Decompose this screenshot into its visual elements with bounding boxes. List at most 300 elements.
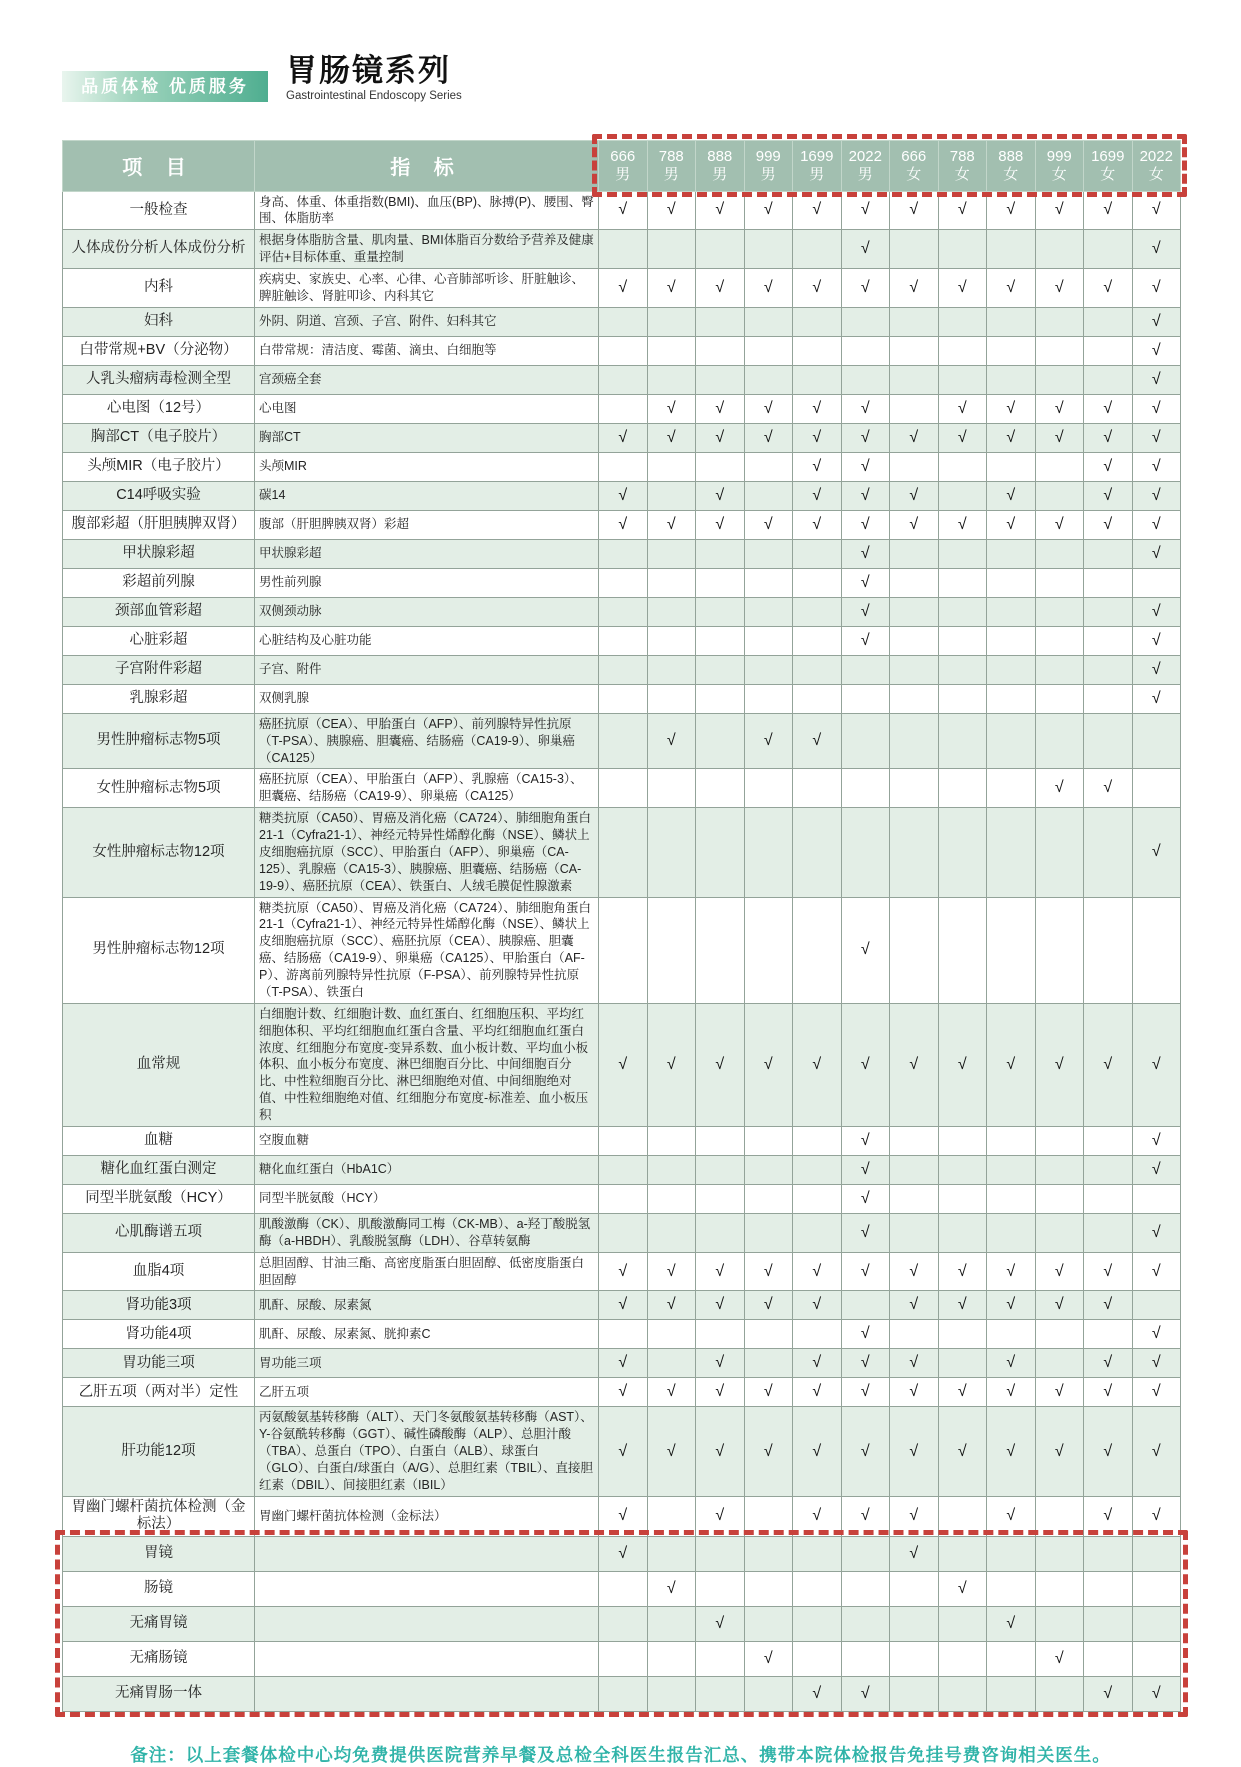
table-row bbox=[63, 394, 1181, 423]
check-cell-checked bbox=[793, 1252, 842, 1291]
check-cell-empty bbox=[696, 1641, 745, 1676]
check-cell-empty bbox=[599, 626, 648, 655]
check-icon: √ bbox=[666, 278, 676, 296]
check-cell-checked bbox=[890, 1378, 939, 1407]
check-cell-checked bbox=[1084, 191, 1133, 230]
check-cell-empty bbox=[647, 684, 696, 713]
check-icon: √ bbox=[1151, 1383, 1161, 1401]
check-cell-empty bbox=[1084, 713, 1133, 769]
check-cell-checked bbox=[599, 1536, 648, 1571]
check-cell-empty bbox=[890, 655, 939, 684]
check-cell-empty bbox=[696, 713, 745, 769]
check-cell-empty bbox=[841, 1291, 890, 1320]
check-icon: √ bbox=[1054, 201, 1064, 219]
item-cell: 胃幽门螺杆菌抗体检测（金标法） bbox=[63, 1496, 255, 1536]
check-cell-empty bbox=[1035, 1676, 1084, 1711]
item-cell: 血糖 bbox=[63, 1126, 255, 1155]
check-icon: √ bbox=[1151, 486, 1161, 504]
indicator-cell: 糖类抗原（CA50）、胃癌及消化癌（CA724）、肺细胞角蛋白21-1（Cyfra21-1）、神经元特异性烯醇化酶（NSE）、鳞状上皮细胞癌抗原（SCC）、癌胚抗原（CEA）、胰腺癌、胆囊癌、结肠癌（CA19-9）、卵巢癌（CA125）、甲胎蛋白（AF-P）、游离前列腺特异性抗原（F-PSA）、前列腺特异性抗原（T-PSA）、铁蛋白 bbox=[255, 897, 599, 1003]
check-icon: √ bbox=[860, 1442, 870, 1460]
table-row bbox=[63, 713, 1181, 769]
check-icon: √ bbox=[909, 1507, 919, 1525]
check-cell-checked bbox=[841, 1378, 890, 1407]
check-cell-empty bbox=[938, 1606, 987, 1641]
check-cell-checked bbox=[987, 481, 1036, 510]
check-cell-empty bbox=[841, 713, 890, 769]
check-cell-checked bbox=[696, 1349, 745, 1378]
check-icon: √ bbox=[1151, 312, 1161, 330]
check-cell-checked bbox=[1132, 1676, 1181, 1711]
check-cell-empty bbox=[1035, 808, 1084, 897]
check-cell-checked bbox=[1084, 1407, 1133, 1496]
check-icon: √ bbox=[909, 1442, 919, 1460]
check-cell-checked bbox=[647, 191, 696, 230]
check-cell-empty bbox=[890, 1126, 939, 1155]
col-header-package-1699-男 bbox=[793, 140, 842, 191]
check-cell-empty bbox=[599, 336, 648, 365]
package-gender: 男 bbox=[760, 165, 776, 183]
item-cell: 白带常规+BV（分泌物） bbox=[63, 336, 255, 365]
check-cell-empty bbox=[841, 808, 890, 897]
check-cell-empty bbox=[1084, 1320, 1133, 1349]
check-cell-empty bbox=[890, 230, 939, 269]
check-icon: √ bbox=[1151, 631, 1161, 649]
check-cell-checked bbox=[841, 452, 890, 481]
check-cell-empty bbox=[1035, 481, 1084, 510]
check-cell-empty bbox=[890, 1320, 939, 1349]
check-cell-empty bbox=[987, 1536, 1036, 1571]
check-cell-checked bbox=[1132, 626, 1181, 655]
indicator-cell: 腹部（肝胆脾胰双肾）彩超 bbox=[255, 510, 599, 539]
table-row bbox=[63, 1252, 1181, 1291]
check-cell-empty bbox=[938, 1184, 987, 1213]
check-cell-empty bbox=[1035, 1213, 1084, 1252]
check-icon: √ bbox=[1103, 1383, 1113, 1401]
indicator-cell: 子宫、附件 bbox=[255, 655, 599, 684]
check-cell-empty bbox=[744, 1184, 793, 1213]
check-cell-checked bbox=[793, 269, 842, 308]
check-icon: √ bbox=[860, 544, 870, 562]
check-cell-empty bbox=[599, 655, 648, 684]
check-icon: √ bbox=[1151, 1160, 1161, 1178]
check-icon: √ bbox=[763, 732, 773, 750]
check-cell-empty bbox=[793, 684, 842, 713]
check-cell-empty bbox=[1132, 713, 1181, 769]
indicator-cell: 肌酐、尿酸、尿素氮、胱抑素C bbox=[255, 1320, 599, 1349]
check-icon: √ bbox=[860, 1189, 870, 1207]
check-cell-checked bbox=[744, 1252, 793, 1291]
indicator-cell: 疾病史、家族史、心率、心律、心音肺部听诊、肝脏触诊、脾脏触诊、肾脏叩诊、内科其它 bbox=[255, 269, 599, 308]
check-icon: √ bbox=[1151, 201, 1161, 219]
check-cell-empty bbox=[744, 539, 793, 568]
check-cell-checked bbox=[841, 191, 890, 230]
check-cell-checked bbox=[647, 1378, 696, 1407]
check-cell-checked bbox=[793, 452, 842, 481]
check-cell-empty bbox=[793, 1184, 842, 1213]
check-icon: √ bbox=[1103, 1507, 1113, 1525]
check-icon: √ bbox=[957, 1296, 967, 1314]
check-cell-empty bbox=[1035, 597, 1084, 626]
indicator-cell: 身高、体重、体重指数(BMI)、血压(BP)、脉搏(P)、腰围、臀围、体脂肪率 bbox=[255, 191, 599, 230]
check-cell-empty bbox=[987, 684, 1036, 713]
check-cell-checked bbox=[841, 1676, 890, 1711]
check-cell-checked bbox=[890, 1252, 939, 1291]
check-cell-empty bbox=[744, 1571, 793, 1606]
check-icon: √ bbox=[812, 1507, 822, 1525]
check-cell-empty bbox=[696, 452, 745, 481]
check-cell-checked bbox=[793, 510, 842, 539]
check-icon: √ bbox=[860, 1684, 870, 1702]
check-cell-empty bbox=[1035, 452, 1084, 481]
package-gender: 女 bbox=[1051, 165, 1067, 183]
item-cell: 内科 bbox=[63, 269, 255, 308]
check-icon: √ bbox=[763, 515, 773, 533]
check-cell-checked bbox=[1084, 1378, 1133, 1407]
check-icon: √ bbox=[666, 515, 676, 533]
check-cell-empty bbox=[890, 1213, 939, 1252]
check-cell-checked bbox=[599, 1496, 648, 1536]
check-cell-empty bbox=[890, 769, 939, 808]
check-cell-empty bbox=[647, 1676, 696, 1711]
check-icon: √ bbox=[666, 1296, 676, 1314]
check-cell-empty bbox=[841, 365, 890, 394]
check-cell-empty bbox=[696, 897, 745, 1003]
check-icon: √ bbox=[812, 1296, 822, 1314]
check-cell-checked bbox=[599, 191, 648, 230]
check-cell-empty bbox=[744, 655, 793, 684]
check-icon: √ bbox=[860, 1055, 870, 1073]
col-header-package-666-女 bbox=[890, 140, 939, 191]
item-cell: 彩超前列腺 bbox=[63, 568, 255, 597]
check-cell-empty bbox=[938, 539, 987, 568]
check-cell-empty bbox=[696, 655, 745, 684]
table-row bbox=[63, 568, 1181, 597]
indicator-cell: 宫颈癌全套 bbox=[255, 365, 599, 394]
check-cell-checked bbox=[599, 1291, 648, 1320]
check-icon: √ bbox=[1006, 515, 1016, 533]
check-cell-checked bbox=[793, 1378, 842, 1407]
check-cell-empty bbox=[599, 713, 648, 769]
item-cell: 血脂4项 bbox=[63, 1252, 255, 1291]
check-cell-checked bbox=[841, 597, 890, 626]
check-cell-checked bbox=[599, 481, 648, 510]
check-cell-empty bbox=[744, 626, 793, 655]
check-cell-checked bbox=[1132, 1407, 1181, 1496]
check-cell-empty bbox=[987, 365, 1036, 394]
check-cell-empty bbox=[793, 626, 842, 655]
table-row bbox=[63, 336, 1181, 365]
item-cell: 肠镜 bbox=[63, 1571, 255, 1606]
check-icon: √ bbox=[1103, 779, 1113, 797]
package-price: 2022 bbox=[1139, 148, 1173, 166]
check-cell-checked bbox=[647, 423, 696, 452]
check-icon: √ bbox=[909, 486, 919, 504]
check-cell-empty bbox=[647, 230, 696, 269]
check-cell-checked bbox=[987, 191, 1036, 230]
check-icon: √ bbox=[715, 201, 725, 219]
check-cell-checked bbox=[890, 191, 939, 230]
check-cell-checked bbox=[1132, 191, 1181, 230]
check-cell-checked bbox=[890, 1536, 939, 1571]
check-cell-empty bbox=[938, 336, 987, 365]
check-icon: √ bbox=[1006, 399, 1016, 417]
indicator-cell bbox=[255, 1606, 599, 1641]
check-icon: √ bbox=[1103, 1442, 1113, 1460]
check-cell-checked bbox=[1084, 1252, 1133, 1291]
indicator-cell: 外阴、阴道、宫颈、子宫、附件、妇科其它 bbox=[255, 307, 599, 336]
col-header-package-888-女 bbox=[987, 140, 1036, 191]
check-cell-empty bbox=[987, 1155, 1036, 1184]
indicator-cell: 总胆固醇、甘油三酯、高密度脂蛋白胆固醇、低密度脂蛋白胆固醇 bbox=[255, 1252, 599, 1291]
check-cell-empty bbox=[1084, 230, 1133, 269]
check-icon: √ bbox=[860, 1262, 870, 1280]
check-cell-checked bbox=[696, 191, 745, 230]
package-price: 1699 bbox=[800, 148, 834, 166]
check-cell-empty bbox=[1132, 1184, 1181, 1213]
check-cell-checked bbox=[696, 423, 745, 452]
check-icon: √ bbox=[618, 1296, 628, 1314]
check-cell-empty bbox=[696, 808, 745, 897]
check-icon: √ bbox=[1006, 428, 1016, 446]
check-cell-empty bbox=[987, 336, 1036, 365]
check-cell-empty bbox=[1035, 1320, 1084, 1349]
package-gender: 女 bbox=[1003, 165, 1019, 183]
check-icon: √ bbox=[715, 428, 725, 446]
check-icon: √ bbox=[1006, 201, 1016, 219]
item-cell: 一般检查 bbox=[63, 191, 255, 230]
check-icon: √ bbox=[860, 941, 870, 959]
check-icon: √ bbox=[1151, 1223, 1161, 1241]
table-row bbox=[63, 191, 1181, 230]
check-icon: √ bbox=[860, 1354, 870, 1372]
check-cell-empty bbox=[744, 769, 793, 808]
check-cell-empty bbox=[599, 897, 648, 1003]
check-cell-empty bbox=[890, 713, 939, 769]
check-cell-empty bbox=[1084, 568, 1133, 597]
check-cell-empty bbox=[599, 568, 648, 597]
package-price: 2022 bbox=[848, 148, 882, 166]
check-cell-empty bbox=[599, 1184, 648, 1213]
check-cell-empty bbox=[938, 1126, 987, 1155]
check-cell-checked bbox=[793, 1407, 842, 1496]
package-gender: 男 bbox=[809, 165, 825, 183]
check-cell-empty bbox=[987, 568, 1036, 597]
item-cell: 同型半胱氨酸（HCY） bbox=[63, 1184, 255, 1213]
check-cell-empty bbox=[647, 1349, 696, 1378]
package-price: 666 bbox=[901, 148, 927, 166]
check-cell-empty bbox=[599, 1155, 648, 1184]
package-comparison-table bbox=[62, 140, 1181, 1712]
check-icon: √ bbox=[763, 1262, 773, 1280]
check-cell-empty bbox=[987, 1126, 1036, 1155]
check-icon: √ bbox=[1006, 486, 1016, 504]
check-icon: √ bbox=[860, 573, 870, 591]
page-title: 胃肠镜系列 bbox=[286, 53, 451, 88]
check-cell-checked bbox=[1084, 269, 1133, 308]
check-icon: √ bbox=[860, 631, 870, 649]
check-cell-empty bbox=[599, 394, 648, 423]
check-cell-empty bbox=[1132, 1641, 1181, 1676]
check-cell-empty bbox=[647, 1213, 696, 1252]
check-cell-empty bbox=[1035, 230, 1084, 269]
check-cell-checked bbox=[696, 1003, 745, 1126]
check-cell-checked bbox=[1035, 1252, 1084, 1291]
check-cell-empty bbox=[744, 365, 793, 394]
check-icon: √ bbox=[715, 1442, 725, 1460]
table-row bbox=[63, 626, 1181, 655]
check-cell-empty bbox=[1035, 1184, 1084, 1213]
check-icon: √ bbox=[860, 457, 870, 475]
check-cell-checked bbox=[1035, 510, 1084, 539]
check-icon: √ bbox=[1054, 779, 1064, 797]
table-row bbox=[63, 1003, 1181, 1126]
check-cell-empty bbox=[938, 307, 987, 336]
check-cell-checked bbox=[647, 269, 696, 308]
check-cell-checked bbox=[1084, 394, 1133, 423]
check-cell-empty bbox=[744, 452, 793, 481]
check-cell-checked bbox=[938, 394, 987, 423]
package-price: 788 bbox=[658, 148, 684, 166]
package-price: 888 bbox=[707, 148, 733, 166]
check-cell-checked bbox=[1132, 269, 1181, 308]
check-cell-checked bbox=[987, 269, 1036, 308]
check-icon: √ bbox=[763, 428, 773, 446]
check-cell-checked bbox=[1132, 1155, 1181, 1184]
indicator-cell: 白带常规：清洁度、霉菌、滴虫、白细胞等 bbox=[255, 336, 599, 365]
check-icon: √ bbox=[1006, 1383, 1016, 1401]
check-cell-checked bbox=[744, 510, 793, 539]
package-price: 788 bbox=[949, 148, 975, 166]
check-icon: √ bbox=[1151, 1507, 1161, 1525]
check-cell-empty bbox=[647, 808, 696, 897]
check-cell-empty bbox=[1035, 1536, 1084, 1571]
check-cell-checked bbox=[696, 269, 745, 308]
check-cell-empty bbox=[890, 568, 939, 597]
check-cell-checked bbox=[599, 1407, 648, 1496]
check-cell-empty bbox=[793, 1126, 842, 1155]
check-cell-empty bbox=[841, 1571, 890, 1606]
check-icon: √ bbox=[618, 1442, 628, 1460]
check-icon: √ bbox=[763, 1442, 773, 1460]
check-cell-empty bbox=[647, 1496, 696, 1536]
check-cell-checked bbox=[744, 191, 793, 230]
check-cell-empty bbox=[1084, 307, 1133, 336]
check-cell-empty bbox=[1035, 1349, 1084, 1378]
check-icon: √ bbox=[812, 201, 822, 219]
check-cell-empty bbox=[1035, 1571, 1084, 1606]
table-row bbox=[63, 365, 1181, 394]
check-cell-checked bbox=[1132, 336, 1181, 365]
check-cell-checked bbox=[987, 1496, 1036, 1536]
check-cell-empty bbox=[890, 808, 939, 897]
item-cell: 血常规 bbox=[63, 1003, 255, 1126]
check-cell-empty bbox=[890, 1184, 939, 1213]
check-cell-empty bbox=[1132, 769, 1181, 808]
check-cell-checked bbox=[793, 1349, 842, 1378]
check-icon: √ bbox=[715, 1296, 725, 1314]
check-icon: √ bbox=[909, 1055, 919, 1073]
check-cell-empty bbox=[938, 1349, 987, 1378]
check-icon: √ bbox=[860, 1131, 870, 1149]
check-icon: √ bbox=[1151, 602, 1161, 620]
check-cell-empty bbox=[1084, 808, 1133, 897]
package-price: 888 bbox=[998, 148, 1024, 166]
table-row bbox=[63, 1213, 1181, 1252]
check-icon: √ bbox=[909, 201, 919, 219]
check-cell-checked bbox=[1132, 394, 1181, 423]
check-cell-empty bbox=[599, 452, 648, 481]
item-cell: 心电图（12号） bbox=[63, 394, 255, 423]
check-cell-empty bbox=[890, 307, 939, 336]
table-row bbox=[63, 1320, 1181, 1349]
check-cell-empty bbox=[696, 1571, 745, 1606]
check-cell-empty bbox=[938, 1676, 987, 1711]
check-cell-checked bbox=[599, 423, 648, 452]
col-header-indicator: 指 标 bbox=[255, 140, 599, 191]
item-cell: 男性肿瘤标志物5项 bbox=[63, 713, 255, 769]
check-icon: √ bbox=[1103, 1262, 1113, 1280]
check-icon: √ bbox=[763, 1296, 773, 1314]
check-cell-empty bbox=[938, 713, 987, 769]
check-cell-checked bbox=[987, 1349, 1036, 1378]
check-cell-checked bbox=[938, 1252, 987, 1291]
check-icon: √ bbox=[957, 278, 967, 296]
indicator-cell: 乙肝五项 bbox=[255, 1378, 599, 1407]
check-cell-checked bbox=[599, 1349, 648, 1378]
check-cell-checked bbox=[987, 510, 1036, 539]
item-cell: 颈部血管彩超 bbox=[63, 597, 255, 626]
check-cell-checked bbox=[890, 269, 939, 308]
check-cell-empty bbox=[987, 307, 1036, 336]
check-cell-checked bbox=[1132, 1252, 1181, 1291]
check-cell-checked bbox=[1132, 452, 1181, 481]
check-cell-empty bbox=[1132, 897, 1181, 1003]
indicator-cell: 心电图 bbox=[255, 394, 599, 423]
check-icon: √ bbox=[812, 1354, 822, 1372]
check-cell-checked bbox=[841, 626, 890, 655]
check-cell-empty bbox=[890, 452, 939, 481]
table-row bbox=[63, 1606, 1181, 1641]
check-cell-checked bbox=[744, 1641, 793, 1676]
check-cell-empty bbox=[841, 1536, 890, 1571]
check-cell-empty bbox=[938, 568, 987, 597]
check-cell-checked bbox=[841, 1213, 890, 1252]
check-cell-empty bbox=[599, 1213, 648, 1252]
check-icon: √ bbox=[715, 278, 725, 296]
check-icon: √ bbox=[957, 1579, 967, 1597]
check-cell-checked bbox=[987, 1291, 1036, 1320]
check-cell-checked bbox=[744, 394, 793, 423]
check-icon: √ bbox=[812, 486, 822, 504]
check-cell-checked bbox=[1132, 230, 1181, 269]
check-cell-empty bbox=[744, 1496, 793, 1536]
check-icon: √ bbox=[1151, 1442, 1161, 1460]
item-cell: 人体成份分析人体成份分析 bbox=[63, 230, 255, 269]
check-icon: √ bbox=[812, 399, 822, 417]
check-cell-checked bbox=[841, 1252, 890, 1291]
check-cell-empty bbox=[744, 1155, 793, 1184]
check-cell-empty bbox=[696, 539, 745, 568]
check-icon: √ bbox=[1054, 399, 1064, 417]
check-icon: √ bbox=[1151, 689, 1161, 707]
check-cell-checked bbox=[841, 423, 890, 452]
check-cell-empty bbox=[744, 481, 793, 510]
check-cell-empty bbox=[744, 1536, 793, 1571]
package-price: 1699 bbox=[1091, 148, 1125, 166]
check-cell-empty bbox=[1035, 655, 1084, 684]
table-row bbox=[63, 1496, 1181, 1536]
check-cell-checked bbox=[1132, 684, 1181, 713]
